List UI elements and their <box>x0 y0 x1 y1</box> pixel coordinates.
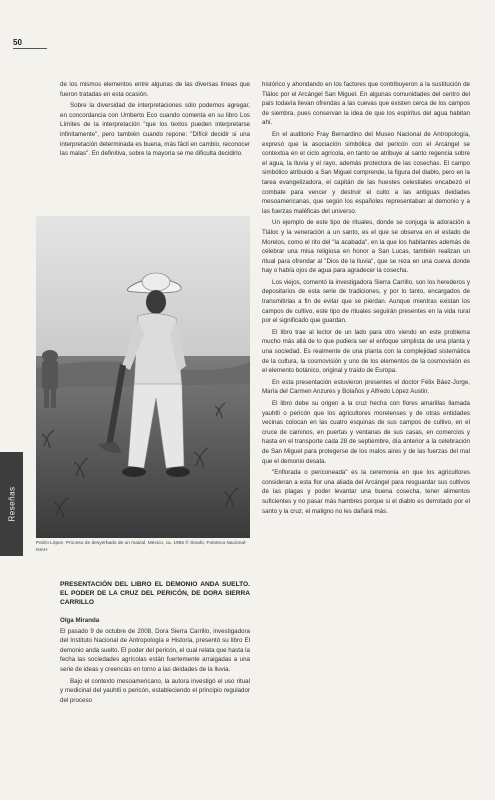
photo-caption: Pedro López. Proceso de desyerbado de un maizal, México, ca. 1955 © Sinafo, Fototeca Nacional-INAH <box>36 541 247 553</box>
paragraph: En el auditorio Fray Bernardino del Museo Nacional de Antropología, expresó que la asociación simbólica del pericón con el Arcángel se contextúa en el ciclo agrícola, en tanto se atribuye al santo regencia sobre el agua, la lluvia y el rayo, además protectora de las cosechas. El campo simbólico atribuido a San Miguel comprende, la figura del diablo, pero en la tarea evangelizadora, el capitán de las huestes celestiales encabezó el combate para vencer y destruir el culto a las antiguas deidades mesoamericanas, que según los españoles representaban al demonio y a las fuerzas maléficas del universo. <box>262 130 470 215</box>
paragraph: Sobre la diversidad de interpretaciones sólo podemos agregar, en concordancia con Umberto Eco cuando comenta en su libro Los Límites de la interpretación "que los textos pueden interpretarse infinitamente", pero también cuando repone: "Difícil decidir si una interpretación determinada es buena, más fácil en cambio, reconocer las malas". En definitiva, sobre la mayoría se me dificulta decidirlo. <box>60 102 250 158</box>
paragraph: El pasado 9 de octubre de 2008, Dora Sierra Carrillo, investigadora del Instituto Nacional de Antropología e Historia, presentó su libro El demonio anda suelto. El poder del pericón, el cual relata que hasta la fecha las sociedades agrícolas están fuertemente arraigadas a una serie de ideas y creencias en torno a las deidades de la lluvia. <box>60 627 250 673</box>
review-heading: PRESENTACIÓN DEL LIBRO EL DEMONIO ANDA SUELTO. EL PODER DE LA CRUZ DEL PERICÓN, DE DORA SIERRA CARRILLO <box>60 581 250 606</box>
paragraph: Los viejos, comentó la investigadora Sierra Carrillo, son los herederos y depositarios de esta serie de tradiciones, y por lo tanto, encargados de transmitirlas a fin de evitar que se pierdan. Aunque mientras existan los campos de cultivo, este tipo de rituales seguirán presentes en la vida rural por el significado que guardan. <box>262 278 470 325</box>
page-number: 50 <box>13 38 22 47</box>
left-column-top <box>60 80 250 161</box>
paragraph: de los mismos elementos entre algunas de las diversas líneas que fueron tratadas en esta ocasión. <box>60 81 250 98</box>
paragraph: El libro debe su origen a la cruz hecha con flores amarillas llamada yauhtli o pericón que los agricultores morelenses y de otras entidades vecinas colocan en las cuatro esquinas de sus campos de cultivo, en el cruce de caminos, en puertas y ventanas de sus casas, en comercios y hasta en el transporte cada 28 de septiembre, día anterior a la celebración de San Miguel para protegerse de los malos aires y de las fuerzas del mal que el demonio desata. <box>262 400 470 465</box>
review-body-left <box>60 627 250 706</box>
section-tab-label: Reseñas <box>7 486 16 522</box>
page-number-rule <box>13 48 47 49</box>
paragraph: El libro trae al lector de un lado para otro viendo en este problema mucho más allá de lo que pudiera ser el enfoque simplista de una planta y una sociedad. Es realmente de una planta con la complejidad sistemática de la cultura, la cosmovisión y uno de los elementos de la cosmovisión es el elemento botánico, original y traído de Europa. <box>262 328 470 375</box>
paragraph: Un ejemplo de este tipo de rituales, donde se conjuga la adoración a Tláloc y la veneración a un santo, es el que se observa en el estado de Morelos, como el rito del "la acabada", en la que los habitantes además de celebrar una misa religiosa en honor a San Lucas, también realizan un ritual para ofrendar al "Dios de la lluvia", que se reza en una cueva donde hay o había ojos de agua para agradecer la cosecha. <box>262 219 470 275</box>
paragraph: En esta presentación estuvieron presentes el doctor Félix Báez-Jorge, María del Carmen Anzures y Bolaños y Alfredo López Austin. <box>262 378 470 396</box>
review-author: Olga Miranda <box>60 617 100 624</box>
section-tab <box>0 452 23 556</box>
paragraph: histórico y ahondando en los factores que contribuyeron a la sustitución de Tláloc por el Arcángel San Miguel. En algunas comunidades del centro del país todavía llevan ofrendas a las cuevas que existen cerca de los campos de siembra, pues conservan la idea de que los espíritus del agua habitan ahí. <box>262 81 470 127</box>
paragraph: "Enflorada o periconeada" es la ceremonia en que los agricultores consideran a esta flor una aliada del Arcángel para resguardar sus cultivos de las plagas y poder levantar una buena cosecha, tener alimentos suficientes y no pasar más hambres porque si el diablo es derrotado por el santo y la cruz, el maligno no les dañará más. <box>262 469 470 515</box>
farmer-photo <box>36 216 250 538</box>
right-column <box>262 80 470 518</box>
paragraph: Bajo el contexto mesoamericano, la autora investigó el uso ritual y medicinal del yauhtli o pericón, estableciendo el principio regulador del proceso <box>60 677 250 704</box>
left-column-bottom <box>60 580 250 707</box>
